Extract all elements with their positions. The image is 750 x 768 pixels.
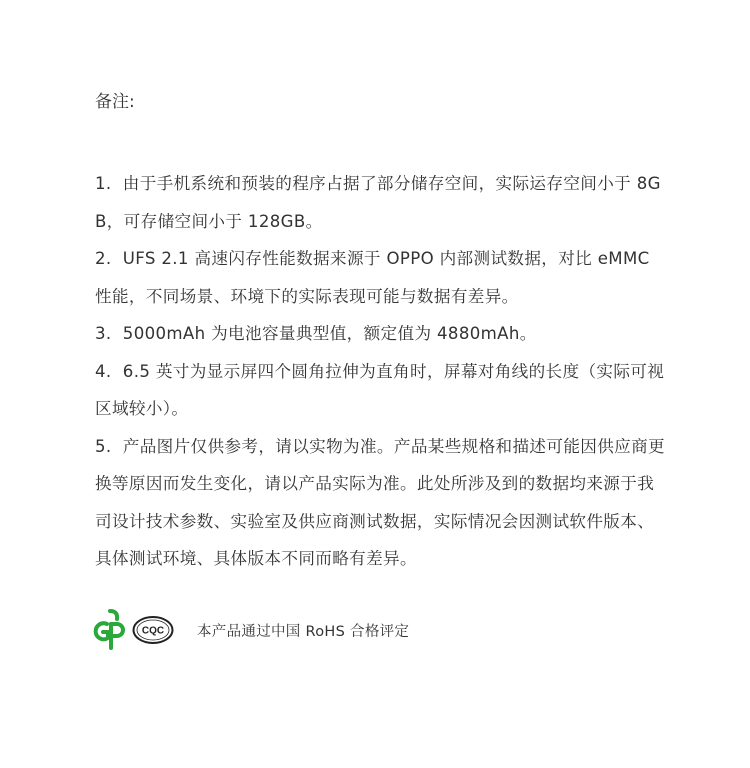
certification-text: 本产品通过中国 RoHS 合格评定 [197, 623, 410, 640]
notes-list [95, 165, 665, 578]
note-item: 4. 6.5 英寸为显示屏四个圆角拉伸为直角时，屏幕对角线的长度（实际可视区域较小）。 [95, 361, 665, 418]
remarks-heading: 备注: [95, 92, 135, 112]
note-item: 2. UFS 2.1 高速闪存性能数据来源于 OPPO 内部测试数据，对比 eMMC 性能，不同场景、环境下的实际表现可能与数据有差异。 [95, 249, 656, 306]
gp-green-logo-icon [93, 608, 127, 652]
note-item: 1. 由于手机系统和预装的程序占据了部分储存空间，实际运存空间小于 8GB，可存储空间小于 128GB。 [95, 174, 661, 231]
cqc-logo-text: CQC [141, 625, 165, 637]
certification-footer [93, 607, 409, 653]
cqc-certification-icon [132, 615, 174, 645]
note-item: 3. 5000mAh 为电池容量典型值，额定值为 4880mAh。 [95, 324, 537, 343]
note-item: 5. 产品图片仅供参考，请以实物为准。产品某些规格和描述可能因供应商更换等原因而发生变化，请以产品实际为准。此处所涉及到的数据均来源于我司设计技术参数、实验室及供应商测试数据，实际情况会因测试软件版本、具体测试环境、具体版本不同而略有差异。 [95, 436, 665, 568]
